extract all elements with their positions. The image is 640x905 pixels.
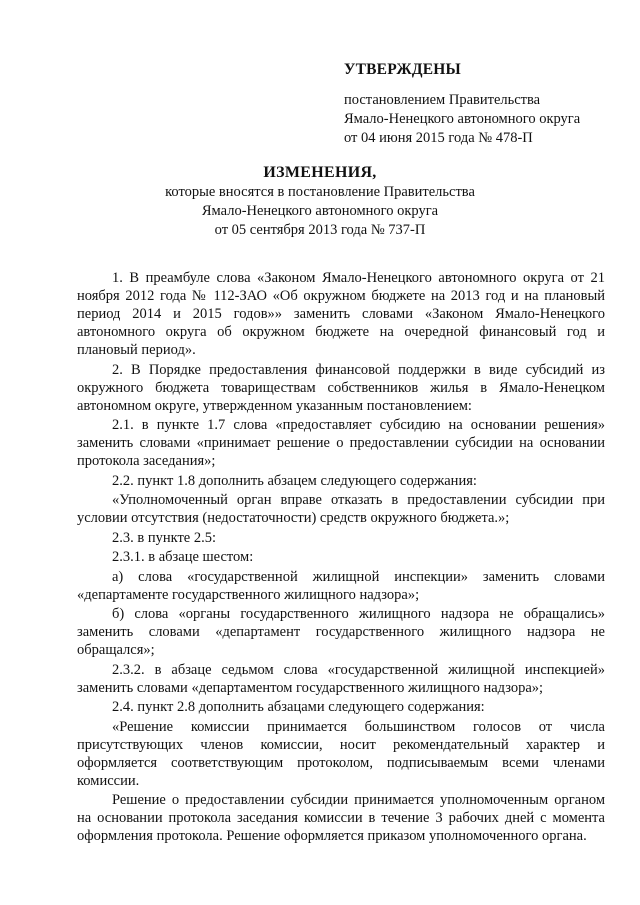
heading-line: Ямало-Ненецкого автономного округа (201, 203, 439, 219)
approval-block (344, 60, 614, 148)
approval-line: Ямало-Ненецкого автономного округа (344, 111, 581, 127)
paragraph: 2.3.2. в абзаце седьмом слова «государственной жилищной инспекцией» заменить словами «департаментом государственного жилищного надзора»; (77, 661, 605, 696)
paragraph: 2.3. в пункте 2.5: (112, 529, 217, 546)
paragraph: 2.3.1. в абзаце шестом: (112, 549, 254, 565)
paragraph: б) слова «органы государственного жилищного надзора не обращались» заменить словами «департамент государственного жилищного надзора не обращался»; (77, 606, 605, 658)
approval-line: постановлением Правительства (344, 92, 541, 108)
document-heading (0, 163, 640, 240)
paragraph: Решение о предоставлении субсидии принимается уполномоченным органом на основании протокола заседания комиссии в течение 3 рабочих дней с момента оформления протокола. Решение оформляется приказом уполномоченного органа. (77, 792, 605, 844)
paragraph: «Уполномоченный орган вправе отказать в предоставлении субсидии при условии отсутствия (недостаточности) средств окружного бюджета.»; (77, 492, 605, 526)
heading-line: от 05 сентября 2013 года № 737-П (214, 222, 426, 238)
paragraph: 2.4. пункт 2.8 дополнить абзацами следующего содержания: (112, 699, 485, 715)
heading-title: ИЗМЕНЕНИЯ, (263, 164, 377, 181)
paragraph: «Решение комиссии принимается большинством голосов от числа присутствующих членов комиссии, носит рекомендательный характер и оформляется соответствующим протоколом, подписываемым всеми членами комиссии. (77, 718, 605, 789)
paragraph: 1. В преамбуле слова «Законом Ямало-Ненецкого автономного округа от 21 ноября 2012 года № 112-ЗАО «Об окружном бюджете на 2013 год и на плановый период 2014 и 2015 годов»» заменить словами «Законом Ямало-Ненецкого автономного округа об окружном бюджете на очередной финансовый год и плановый период». (77, 270, 605, 358)
approval-line: от 04 июня 2015 года № 478-П (344, 130, 533, 146)
paragraph: 2.1. в пункте 1.7 слова «предоставляет субсидию на основании решения» заменить словами «принимает решение о предоставлении субсидии на основании протокола заседания»; (77, 417, 605, 469)
heading-line: которые вносятся в постановление Правительства (165, 184, 475, 200)
paragraph: 2. В Порядке предоставления финансовой поддержки в виде субсидий из окружного бюджета товариществам собственников жилья в Ямало-Ненецком автономном округе, утвержденном указанным постановлением: (77, 361, 605, 414)
approval-title: УТВЕРЖДЕНЫ (344, 61, 461, 78)
document-body (77, 269, 605, 847)
paragraph: 2.2. пункт 1.8 дополнить абзацем следующего содержания: (112, 472, 477, 489)
paragraph: а) слова «государственной жилищной инспекции» заменить словами «департаменте государственного жилищного надзора»; (77, 568, 605, 603)
